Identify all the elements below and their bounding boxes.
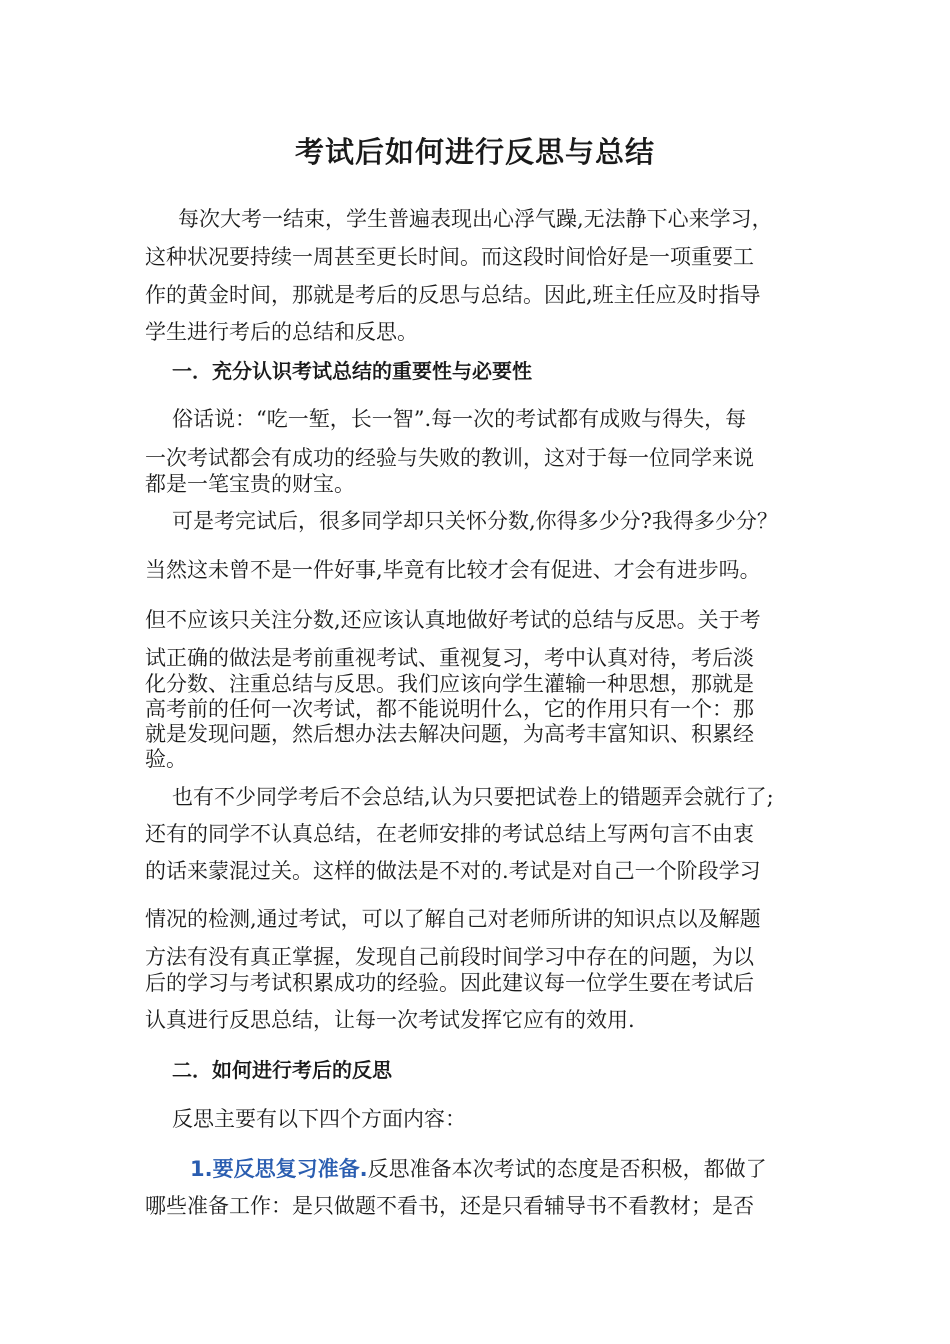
document-title: 考试后如何进行反思与总结 xyxy=(294,135,655,169)
paragraph-line: 后的学习与考试积累成功的经验。因此建议每一位学生要在考试后 xyxy=(145,971,754,995)
paragraph-line: 俗话说：“吃一堑，长一智”.每一次的考试都有成败与得失，每 xyxy=(172,407,747,431)
point-1-line xyxy=(190,1155,767,1183)
paragraph-line: 当然这未曾不是一件好事,毕竟有比较才会有促进、才会有进步吗。 xyxy=(145,558,761,582)
paragraph-line: 反思主要有以下四个方面内容： xyxy=(172,1107,466,1131)
paragraph-line: 都是一笔宝贵的财宝。 xyxy=(145,472,355,496)
paragraph-line: 的话来蒙混过关。这样的做法是不对的.考试是对自己一个阶段学习 xyxy=(145,859,761,883)
paragraph-line: 化分数、注重总结与反思。我们应该向学生灌输一种思想，那就是 xyxy=(145,672,754,696)
paragraph-line: 哪些准备工作：是只做题不看书，还是只看辅导书不看教材；是否 xyxy=(145,1194,754,1218)
paragraph-line: 试正确的做法是考前重视考试、重视复习，考中认真对待，考后淡 xyxy=(145,646,754,670)
paragraph-line: 高考前的任何一次考试，都不能说明什么，它的作用只有一个：那 xyxy=(145,697,754,721)
paragraph-line: 方法有没有真正掌握，发现自己前段时间学习中存在的问题，为以 xyxy=(145,945,754,969)
paragraph-line: 也有不少同学考后不会总结,认为只要把试卷上的错题弄会就行了; xyxy=(172,785,774,809)
paragraph-line: 这种状况要持续一周甚至更长时间。而这段时间恰好是一项重要工 xyxy=(145,245,754,269)
section-heading-1: 一．充分认识考试总结的重要性与必要性 xyxy=(172,359,532,383)
point-1-lead: 1.要反思复习准备. xyxy=(190,1157,368,1181)
section-heading-2: 二．如何进行考后的反思 xyxy=(172,1058,392,1082)
paragraph-line: 情况的检测,通过考试，可以了解自己对老师所讲的知识点以及解题 xyxy=(145,907,761,931)
paragraph-line: 每次大考一结束，学生普遍表现出心浮气躁,无法静下心来学习， xyxy=(178,207,773,231)
paragraph-line: 还有的同学不认真总结，在老师安排的考试总结上写两句言不由衷 xyxy=(145,822,754,846)
paragraph-line: 认真进行反思总结，让每一次考试发挥它应有的效用. xyxy=(145,1008,635,1032)
point-1-text: 反思准备本次考试的态度是否积极，都做了 xyxy=(367,1157,767,1181)
paragraph-line: 可是考完试后，很多同学却只关怀分数,你得多少分?我得多少分？ xyxy=(172,509,778,533)
paragraph-line: 作的黄金时间，那就是考后的反思与总结。因此,班主任应及时指导 xyxy=(145,283,761,307)
paragraph-line: 就是发现问题，然后想办法去解决问题，为高考丰富知识、积累经 xyxy=(145,722,754,746)
paragraph-line: 但不应该只关注分数,还应该认真地做好考试的总结与反思。关于考 xyxy=(145,608,761,632)
paragraph-line: 验。 xyxy=(145,747,187,771)
paragraph-line: 一次考试都会有成功的经验与失败的教训，这对于每一位同学来说 xyxy=(145,446,754,470)
paragraph-line: 学生进行考后的总结和反思。 xyxy=(145,320,418,344)
